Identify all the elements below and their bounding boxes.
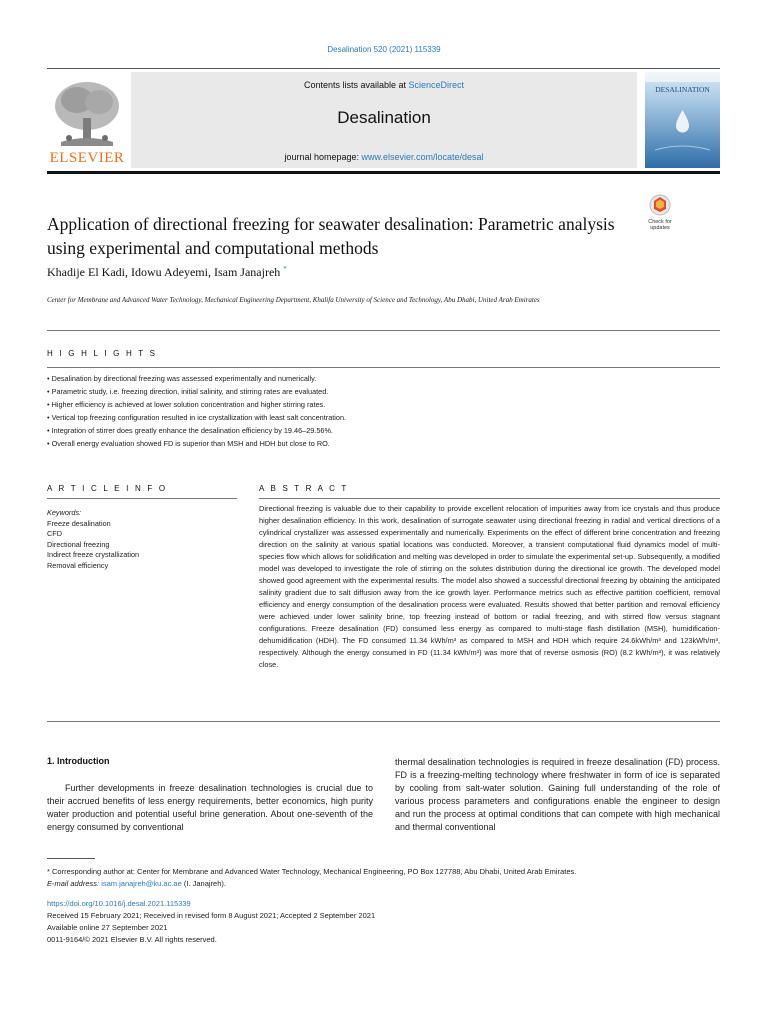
available-online: Available online 27 September 2021: [47, 923, 168, 932]
divider-article-info: [47, 498, 237, 499]
author-names: Khadije El Kadi, Idowu Adeyemi, Isam Janajreh: [47, 265, 281, 279]
highlights-heading: H I G H L I G H T S: [47, 349, 158, 358]
divider-abstract-bottom: [47, 721, 720, 722]
doi-link[interactable]: https://doi.org/10.1016/j.desal.2021.115339: [47, 899, 191, 908]
email-line: [47, 878, 720, 890]
highlight-item: • Higher efficiency is achieved at lower solution concentration and higher stirring rates.: [47, 400, 326, 409]
affiliation: Center for Membrane and Advanced Water Technology, Mechanical Engineering Department, Khalifa University of Science and Technology, Abu Dhabi, United Arab Emirates: [47, 296, 540, 304]
received-dates: Received 15 February 2021; Received in revised form 8 August 2021; Accepted 2 September 2021: [47, 911, 376, 920]
elsevier-wordmark: ELSEVIER: [49, 150, 125, 166]
highlight-item: • Overall energy evaluation showed FD is superior than MSH and HDH but close to RO.: [47, 439, 330, 448]
footnote-rule: [47, 858, 95, 859]
email-link[interactable]: isam.janajreh@ku.ac.ae: [101, 879, 182, 888]
abstract-heading: A B S T R A C T: [259, 484, 349, 493]
introduction-heading: 1. Introduction: [47, 756, 110, 766]
keyword-item: Directional freezing: [47, 539, 110, 549]
homepage-prefix: journal homepage:: [284, 152, 362, 162]
keywords-label: Keywords:: [47, 508, 82, 517]
divider-abstract: [259, 498, 720, 499]
homepage-line: [131, 152, 637, 162]
contents-line: [131, 80, 637, 90]
check-updates-line-1: Check for: [648, 219, 672, 225]
email-label: E-mail address:: [47, 879, 100, 888]
journal-citation[interactable]: Desalination 520 (2021) 115339: [327, 45, 441, 54]
highlights-list: [47, 372, 720, 450]
keyword-item: Removal efficiency: [47, 560, 109, 570]
introduction-right-column: thermal desalination technologies is required in freeze desalination (FD) process. FD is a freezing-melting technology where freshwater in form of ice is separated by cooling from salt-water solution. Gaining full understanding of the role of various process parameters and configurations enable the engineer to design and run the process at optimal conditions that can compete with high mechanical and thermal conventional: [395, 757, 720, 832]
journal-cover-image[interactable]: [645, 72, 720, 168]
header-bottom-rule: [47, 171, 720, 174]
highlight-item: • Integration of stirrer does greatly enhance the desalination efficiency by 19.46–29.56%.: [47, 426, 333, 435]
keyword-item: Indirect freeze crystallization: [47, 550, 140, 559]
corresponding-author-note: * Corresponding author at: Center for Membrane and Advanced Water Technology, Mechanical Engineering, PO Box 127788, Abu Dhabi, United Arab Emirates.: [47, 867, 577, 876]
article-title: Application of directional freezing for seawater desalination: Parametric analysis using experimental and computational methods: [47, 214, 615, 258]
highlight-item: • Vertical top freezing configuration resulted in ice crystallization with least salt concentration.: [47, 413, 347, 422]
journal-homepage-link[interactable]: www.elsevier.com/locate/desal: [361, 152, 484, 162]
cover-title: DESALINATION: [655, 85, 710, 94]
footnote: [47, 866, 720, 890]
copyright: 0011-9164/© 2021 Elsevier B.V. All rights reserved.: [47, 935, 217, 944]
check-updates-line-2: updates: [650, 225, 670, 231]
corresponding-author-mark[interactable]: *: [283, 265, 287, 273]
journal-name: Desalination: [337, 108, 431, 127]
abstract-text: Directional freezing is valuable due to their capability to provide excellent relocation of impurities away from ice crystals and thus produce higher desalination efficiency. In this work, desalination of surrogate seawater using directional freezing in radial and vertical directions of a cylindrical crystallizer was assessed experimentally and numerically. Experiments on the effect of different brine concentration and freezing direction on the salinity at various spatial locations was conducted. Moreover, a transient computational fluid dynamics model of multi-species flow which allows for solidification and melting was developed in order to simulate the experimental set-up. Subsequently, a modified model was developed to investigate the role of stirring on the solutes distribution during the directional ice growth. The developed model showed good agreement with the experimental results. The model also showed a successful directional freezing by obtaining the anticipated salinity gradient due to salt diffusion away from the ice growth layer. Performance metrics such as effective partition coefficient, removal efficiency and energy consumption of the desalination process were evaluated. Results showed that better partition and removal efficiency were achieved under lower salinity brine, top freezing instead of bottom or radial freezing, and with stirred flow versus stagnant configurations. Freeze desalination (FD) consumed less energy as compared to multi-stage flash distillation (MSH), humidification-dehumidification (HDH). The FD consumed 11.34 kWh/m³ as compared to MSH and HDH which require 24.6kWh/m³ and 123kWh/m³, respectively. Although the energy consumed in FD (11.34 kWh/m³) was more that of reverse osmosis (RO) (8.2 kWh/m³), it was relatively close.: [259, 504, 720, 669]
header-top-rule: [47, 68, 720, 69]
keywords-block: [47, 508, 227, 571]
sciencedirect-link[interactable]: ScienceDirect: [408, 80, 465, 90]
highlight-item: • Desalination by directional freezing was assessed experimentally and numerically.: [47, 374, 317, 383]
keyword-item: CFD: [47, 529, 62, 538]
email-suffix: (I. Janajreh).: [183, 879, 226, 888]
publication-info: [47, 898, 720, 946]
divider-highlights-top: [47, 367, 720, 368]
contents-prefix: Contents lists available at: [303, 80, 409, 90]
divider-affiliation: [47, 330, 720, 331]
authors: [47, 265, 647, 280]
highlight-item: • Parametric study, i.e. freezing direction, initial salinity, and stirring rates are evaluated.: [47, 387, 329, 396]
keyword-item: Freeze desalination: [47, 518, 111, 528]
check-for-updates-icon[interactable]: [640, 192, 680, 232]
introduction-left-column: Further developments in freeze desalination technologies is crucial due to their accrued benefits of less energy requirements, better economics, high purity water production and potential useful brine generation. About one-seventh of the energy consumed by conventional: [47, 783, 373, 832]
article-info-heading: A R T I C L E I N F O: [47, 484, 168, 493]
